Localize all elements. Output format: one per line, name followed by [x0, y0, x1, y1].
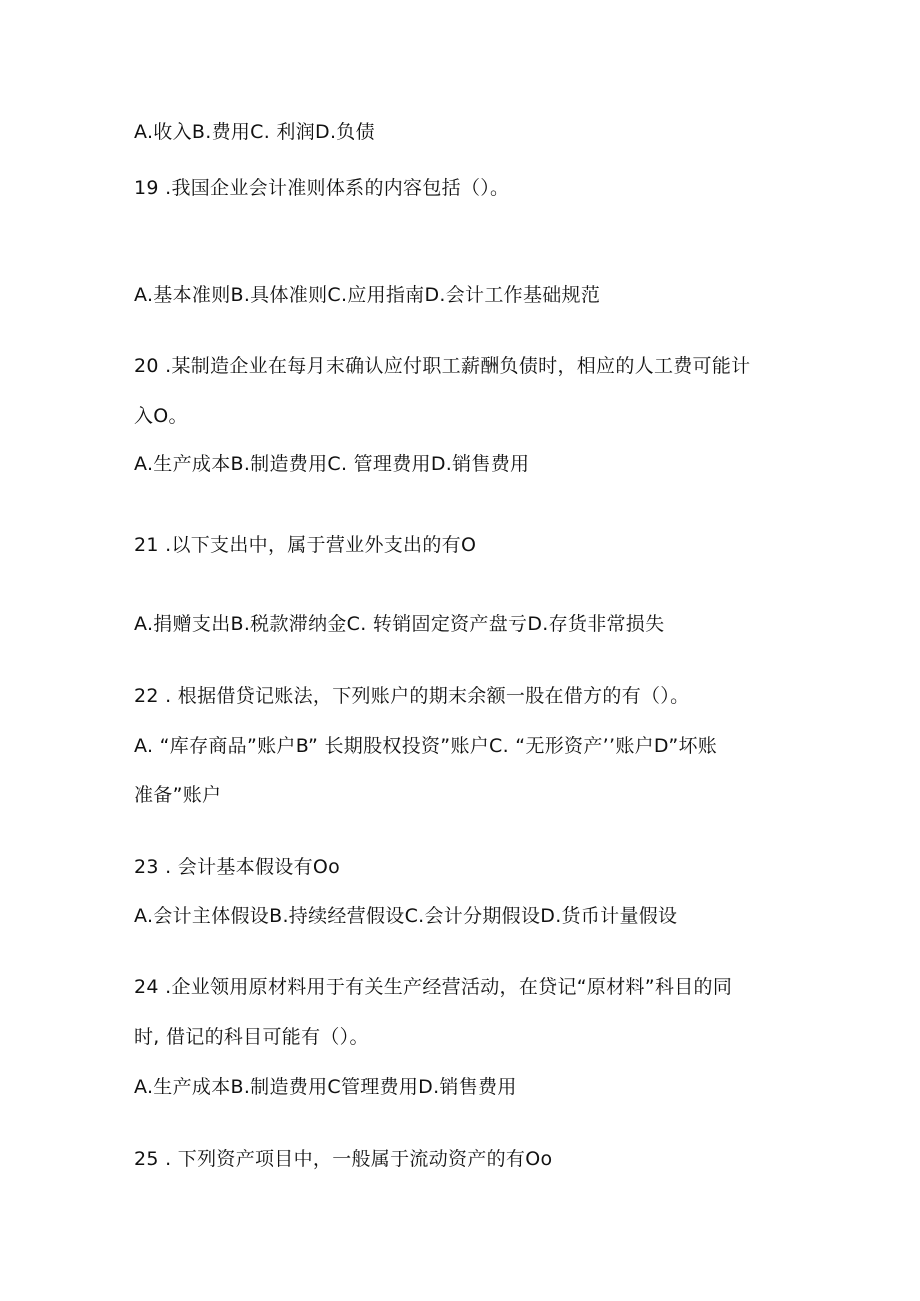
q20-options: A.生产成本B.制造费用C. 管理费用D.销售费用 — [134, 453, 530, 475]
q19-options: A.基本准则B.具体准则C.应用指南D.会计工作基础规范 — [134, 284, 601, 306]
q20-question-line2: 入O。 — [134, 405, 188, 427]
q20-question-line1: 20 .某制造企业在每月末确认应付职工薪酬负债时，相应的人工费可能计 — [134, 355, 751, 377]
q22-question: 22 . 根据借贷记账法，下列账户的期末余额一股在借方的有（）。 — [134, 685, 690, 707]
q22-options-line1: A. “库存商品”账户B” 长期股权投资”账户C. “无形资产’’账户D”坏账 — [134, 735, 718, 757]
q23-question: 23 . 会计基本假设有Oo — [134, 856, 341, 878]
q18-options: A.收入B.费用C. 利润D.负债 — [134, 121, 375, 143]
q25-question: 25 . 下列资产项目中，一般属于流动资产的有Oo — [134, 1148, 553, 1170]
q24-question-line2: 时, 借记的科目可能有（）。 — [134, 1026, 369, 1048]
q21-options: A.捐赠支出B.税款滞纳金C. 转销固定资产盘亏D.存货非常损失 — [134, 613, 665, 635]
q22-options-line2: 准备”账户 — [134, 784, 222, 806]
q19-question: 19 .我国企业会计准则体系的内容包括（）。 — [134, 177, 510, 199]
q21-question: 21 .以下支出中，属于营业外支出的有O — [134, 534, 477, 556]
q24-question-line1: 24 .企业领用原材料用于有关生产经营活动，在贷记“原材料”科目的同 — [134, 976, 733, 998]
q23-options: A.会计主体假设B.持续经营假设C.会计分期假设D.货币计量假设 — [134, 905, 678, 927]
q24-options: A.生产成本B.制造费用C管理费用D.销售费用 — [134, 1076, 517, 1098]
